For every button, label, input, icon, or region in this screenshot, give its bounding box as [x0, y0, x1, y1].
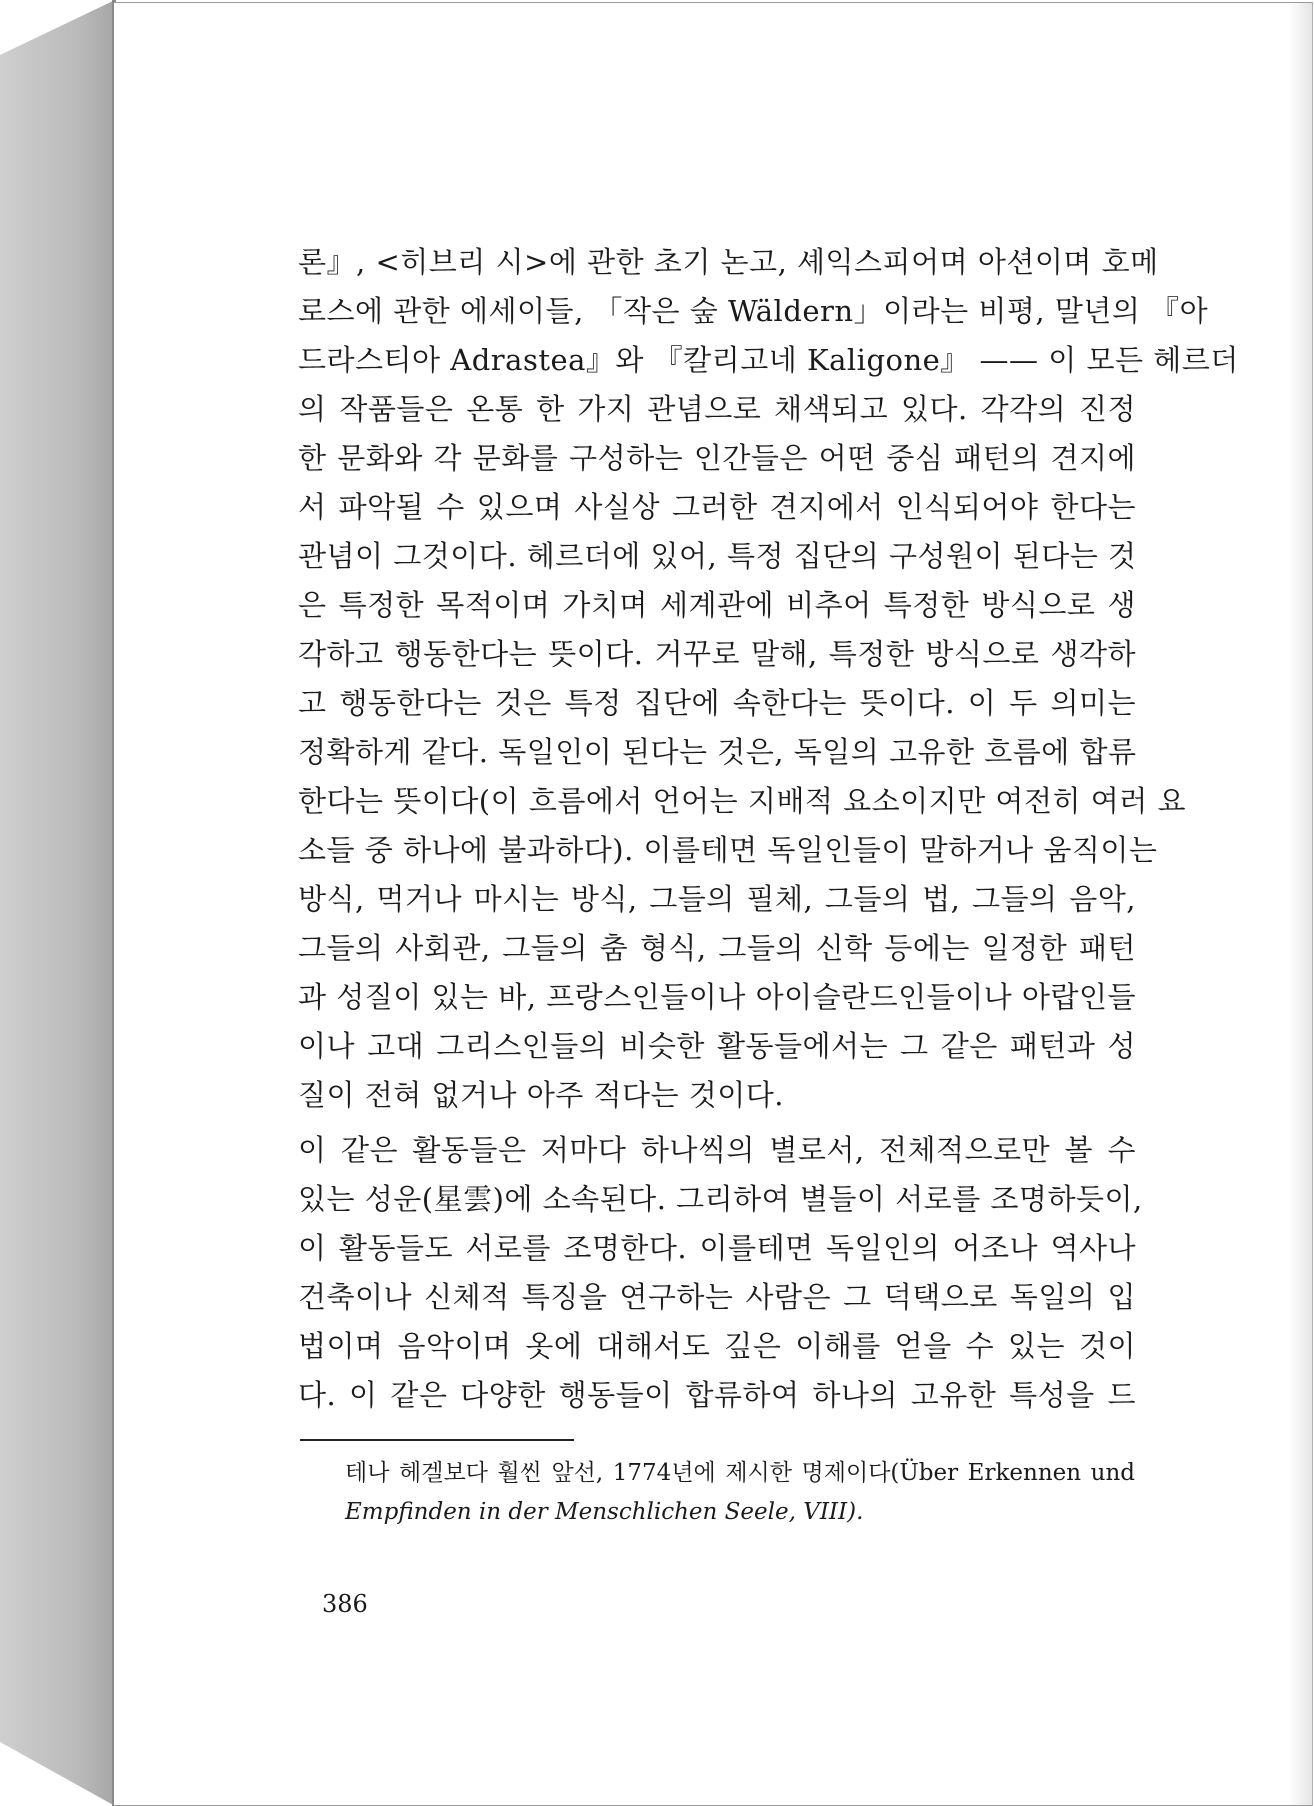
body-line: 은 특정한 목적이며 가치며 세계관에 비추어 특정한 방식으로 생	[298, 588, 1136, 622]
book-spine	[0, 0, 115, 1806]
body-line: 질이 전혀 없거나 아주 적다는 것이다.	[298, 1078, 785, 1112]
body-line: 로스에 관한 에세이들, 「작은 숲 Wäldern」이라는 비평, 말년의 『아	[298, 294, 1209, 328]
footnote-rule	[300, 1439, 574, 1441]
body-line: 드라스티아 Adrastea』와 『칼리고네 Kaligone』 —— 이 모든 헤르더	[298, 343, 1239, 377]
body-line: 다. 이 같은 다양한 행동들이 합류하여 하나의 고유한 특성을 드	[298, 1378, 1136, 1412]
body-line: 이 활동들도 서로를 조명한다. 이를테면 독일인의 어조나 역사나	[298, 1231, 1136, 1265]
page-number: 386	[322, 1590, 368, 1618]
body-line: 방식, 먹거나 마시는 방식, 그들의 필체, 그들의 법, 그들의 음악,	[298, 882, 1136, 916]
body-line: 한다는 뜻이다(이 흐름에서 언어는 지배적 요소이지만 여전히 여러 요	[298, 784, 1186, 818]
body-line: 한 문화와 각 문화를 구성하는 인간들은 어떤 중심 패턴의 견지에	[298, 441, 1136, 475]
body-line: 서 파악될 수 있으며 사실상 그러한 견지에서 인식되어야 한다는	[298, 490, 1136, 524]
body-line: 법이며 음악이며 옷에 대해서도 깊은 이해를 얻을 수 있는 것이	[298, 1329, 1136, 1363]
footnote-line: Empfinden in der Menschlichen Seele, VIII).	[345, 1499, 864, 1525]
body-line: 의 작품들은 온통 한 가지 관념으로 채색되고 있다. 각각의 진정	[298, 392, 1136, 426]
body-line: 과 성질이 있는 바, 프랑스인들이나 아이슬란드인들이나 아랍인들	[298, 980, 1136, 1014]
body-line: 건축이나 신체적 특징을 연구하는 사람은 그 덕택으로 독일의 입	[298, 1280, 1136, 1314]
body-line: 고 행동한다는 것은 특정 집단에 속한다는 뜻이다. 이 두 의미는	[298, 686, 1136, 720]
body-line: 그들의 사회관, 그들의 춤 형식, 그들의 신학 등에는 일정한 패턴	[298, 931, 1136, 965]
page-edge-shadow	[1288, 3, 1312, 1805]
body-line: 각하고 행동한다는 뜻이다. 거꾸로 말해, 특정한 방식으로 생각하	[298, 637, 1136, 671]
body-line: 있는 성운(星雲)에 소속된다. 그리하여 별들이 서로를 조명하듯이,	[298, 1182, 1143, 1216]
body-line: 이 같은 활동들은 저마다 하나씩의 별로서, 전체적으로만 볼 수	[298, 1133, 1136, 1167]
body-line: 소들 중 하나에 불과하다). 이를테면 독일인들이 말하거나 움직이는	[298, 833, 1158, 867]
body-line: 정확하게 같다. 독일인이 된다는 것은, 독일의 고유한 흐름에 합류	[298, 735, 1137, 769]
body-line: 론』, <히브리 시>에 관한 초기 논고, 셰익스피어며 아션이며 호메	[298, 245, 1159, 279]
body-line: 관념이 그것이다. 헤르더에 있어, 특정 집단의 구성원이 된다는 것	[298, 539, 1137, 573]
footnote-line: 테나 헤겔보다 훨씬 앞선, 1774년에 제시한 명제이다(Über Erkennen und	[345, 1460, 1135, 1486]
body-line: 이나 고대 그리스인들의 비슷한 활동들에서는 그 같은 패턴과 성	[298, 1029, 1136, 1063]
